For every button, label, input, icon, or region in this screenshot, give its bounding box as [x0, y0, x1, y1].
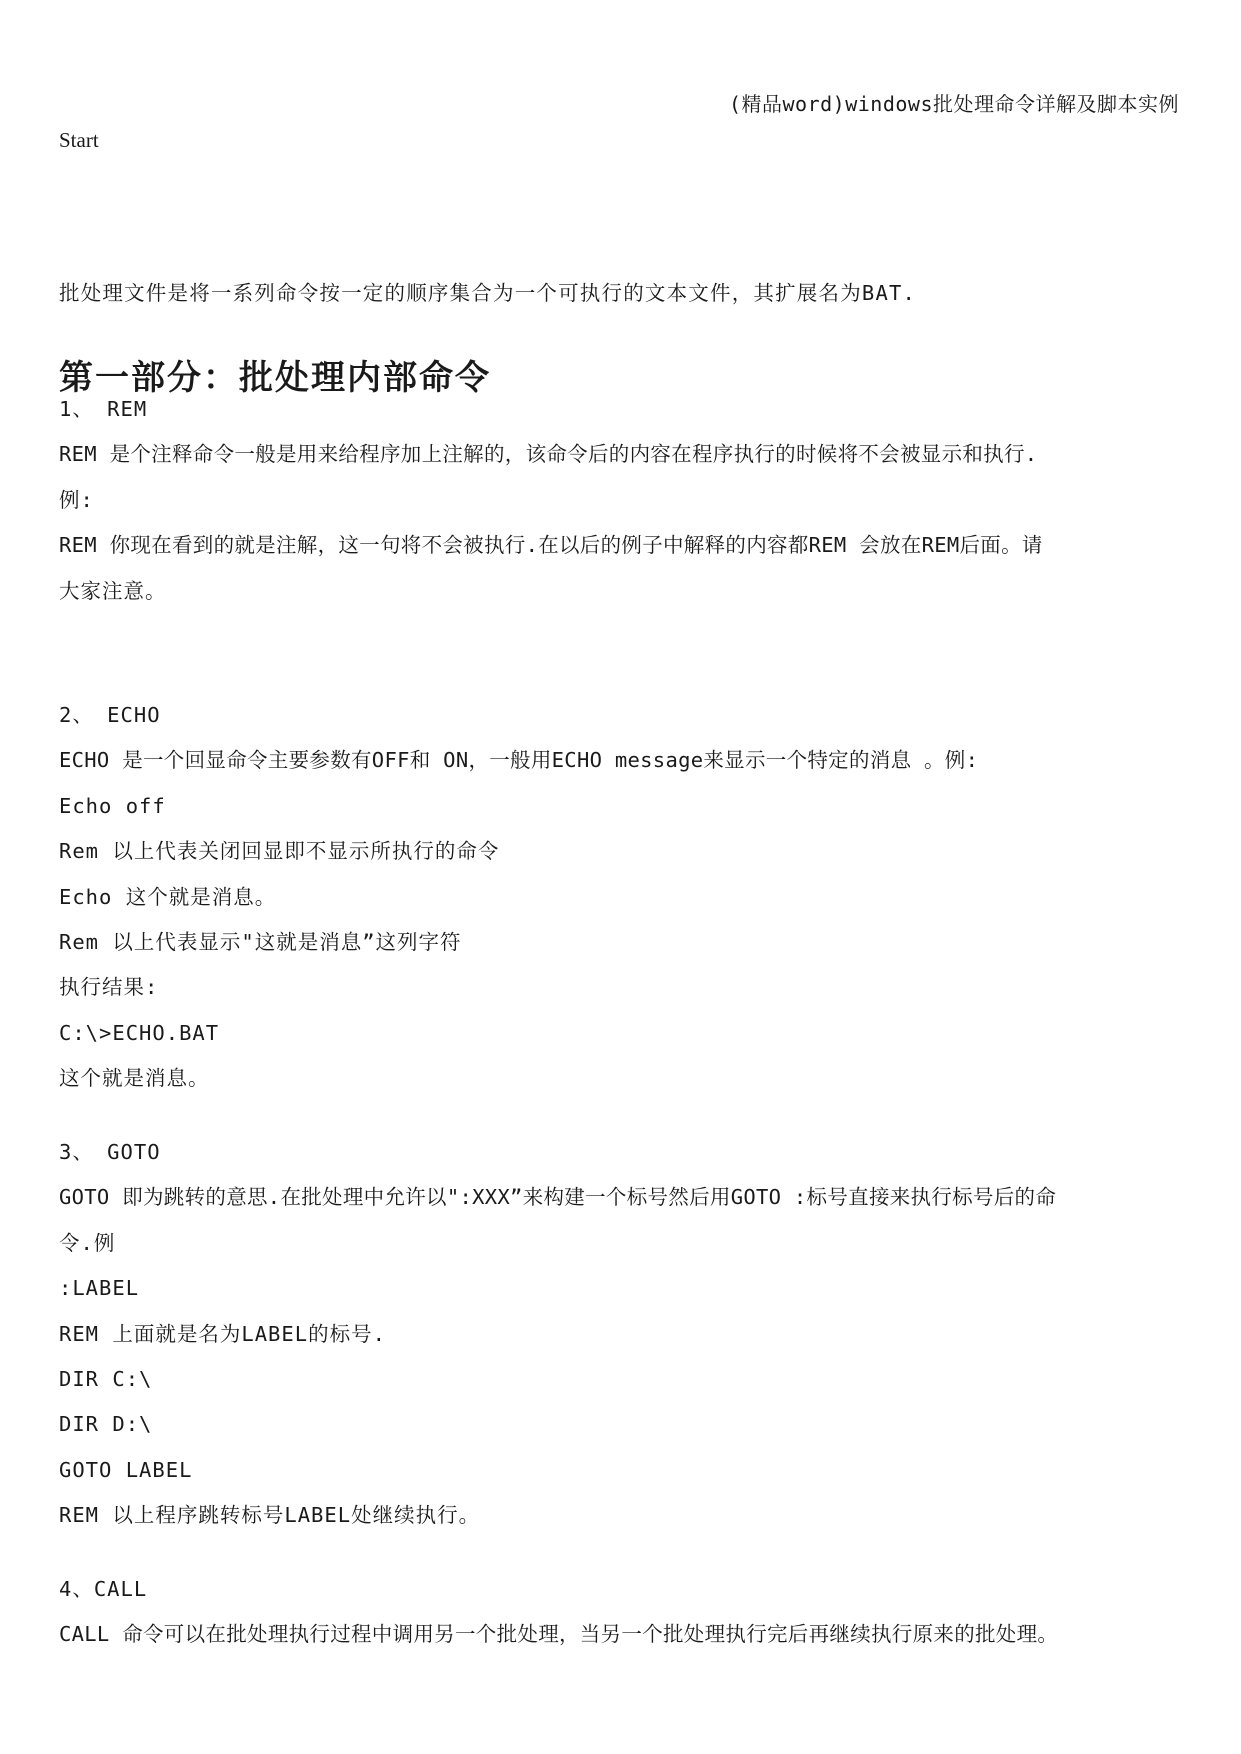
goto-line-4: REM 上面就是名为LABEL的标号. [59, 1321, 386, 1346]
goto-line-3: :LABEL [59, 1276, 140, 1301]
goto-line-5: DIR C:\ [59, 1367, 153, 1392]
goto-line-7: GOTO LABEL [59, 1457, 193, 1482]
echo-line-1: ECHO 是一个回显命令主要参数有OFF和 ON，一般用ECHO message来显示一个特定的消息 。例: [59, 748, 979, 773]
goto-line-1: GOTO 即为跳转的意思.在批处理中允许以":XXX”来构建一个标号然后用GOTO :标号直接来执行标号后的命 [59, 1185, 1057, 1210]
goto-line-6: DIR D:\ [59, 1412, 153, 1437]
section-goto [59, 1130, 1189, 1539]
intro-paragraph: 批处理文件是将一系列命令按一定的顺序集合为一个可执行的文本文件，其扩展名为BAT. [59, 281, 917, 305]
echo-line-8: 这个就是消息。 [59, 1066, 210, 1091]
start-label: Start [59, 128, 99, 152]
echo-line-7: C:\>ECHO.BAT [59, 1020, 220, 1045]
section-echo [59, 693, 1189, 1102]
section-heading-call: 4、CALL [59, 1577, 148, 1601]
goto-line-2: 令.例 [59, 1230, 116, 1255]
running-header: (精品word)windows批处理命令详解及脚本实例 [728, 92, 1179, 116]
section-call [59, 1567, 1189, 1658]
goto-line-8: REM 以上程序跳转标号LABEL处继续执行。 [59, 1503, 481, 1528]
section-heading-echo: 2、 ECHO [59, 703, 161, 727]
call-line-1: CALL 命令可以在批处理执行过程中调用另一个批处理，当另一个批处理执行完后再继续执行原来的批处理。 [59, 1622, 1059, 1647]
rem-line-1: REM 是个注释命令一般是用来给程序加上注解的，该命令后的内容在程序执行的时候将不会被显示和执行. [59, 442, 1038, 467]
rem-line-4: 大家注意。 [59, 578, 167, 603]
section-heading-goto: 3、 GOTO [59, 1140, 161, 1164]
echo-line-6: 执行结果: [59, 975, 159, 1000]
echo-line-5: Rem 以上代表显示"这就是消息”这列字符 [59, 930, 462, 955]
section-heading-rem: 1、 REM [59, 397, 148, 421]
echo-line-2: Echo off [59, 793, 166, 818]
part-title: 第一部分：批处理内部命令 [59, 358, 491, 398]
rem-line-2: 例: [59, 487, 94, 512]
echo-line-3: Rem 以上代表关闭回显即不显示所执行的命令 [59, 839, 500, 864]
section-rem [59, 387, 1189, 614]
echo-line-4: Echo 这个就是消息。 [59, 884, 277, 909]
rem-line-3: REM 你现在看到的就是注解，这一句将不会被执行.在以后的例子中解释的内容都REM 会放在REM后面。请 [59, 533, 1043, 558]
